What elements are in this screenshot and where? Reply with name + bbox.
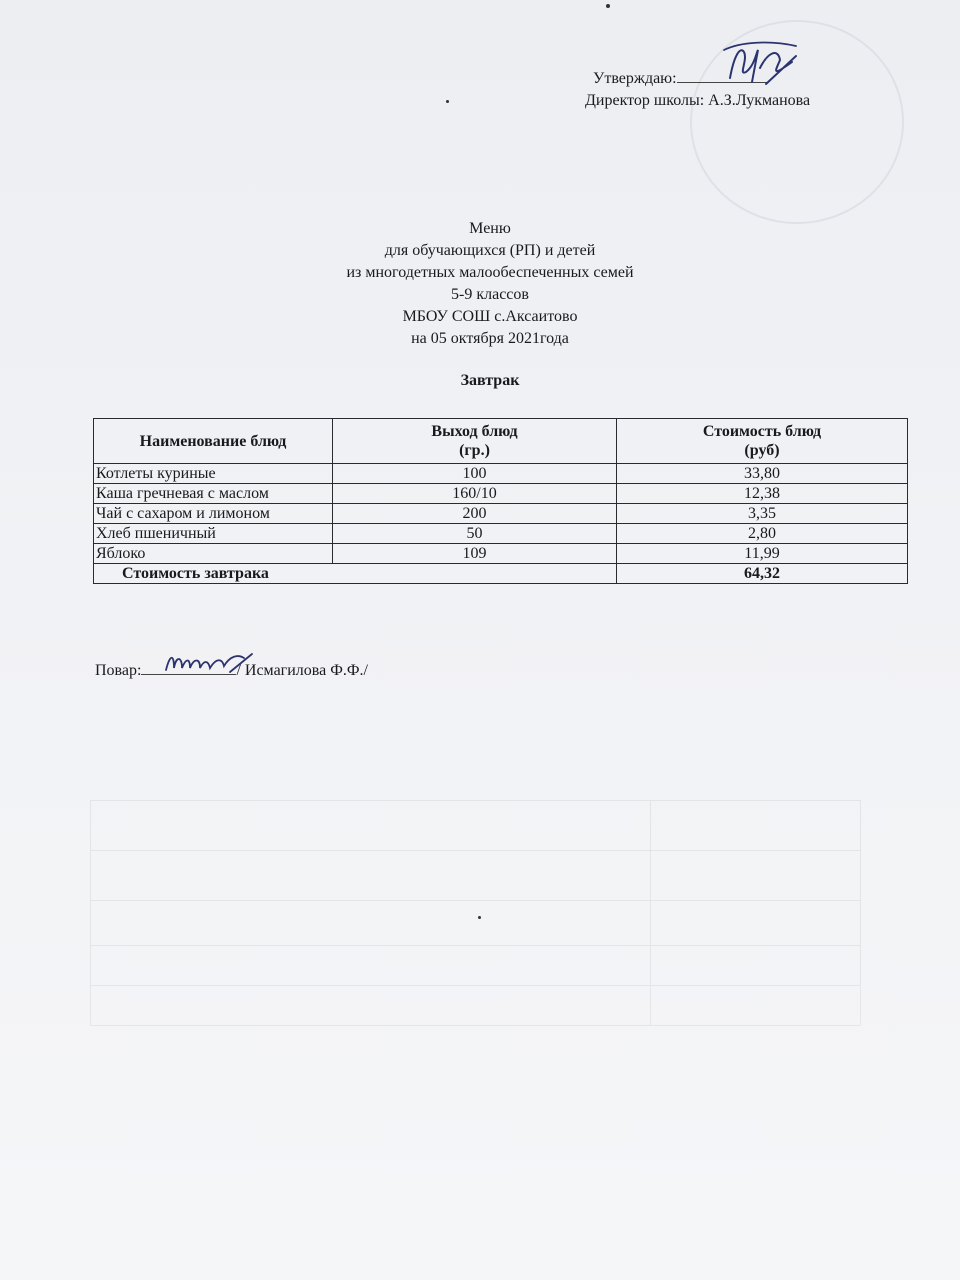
director-signature	[700, 38, 810, 98]
cook-name: / Исмагилова Ф.Ф./	[236, 662, 368, 679]
title-line: Меню	[469, 220, 511, 237]
cook-signature	[160, 648, 260, 678]
table-row	[94, 544, 908, 564]
director-label: Директор школы:	[585, 92, 705, 109]
menu-table	[93, 418, 908, 584]
dish-cost: 2,80	[617, 524, 908, 544]
title-line: МБОУ СОШ с.Аксаитово	[402, 308, 578, 325]
bleed-through-background	[30, 760, 870, 1080]
dish-cost: 33,80	[617, 464, 908, 484]
header-cost: Стоимость блюд (руб)	[617, 419, 908, 464]
title-line: 5-9 классов	[451, 286, 529, 303]
header-yield: Выход блюд (гр.)	[333, 419, 617, 464]
table-row	[94, 504, 908, 524]
dish-yield: 200	[333, 504, 617, 524]
approve-label: Утверждаю:	[593, 70, 677, 87]
dish-yield: 160/10	[333, 484, 617, 504]
header-name: Наименование блюд	[94, 419, 333, 464]
table-row	[94, 484, 908, 504]
table-row	[94, 524, 908, 544]
title-line: на 05 октября 2021года	[411, 330, 569, 347]
menu-title	[250, 218, 730, 350]
speck	[606, 4, 610, 8]
dish-yield: 50	[333, 524, 617, 544]
dish-cost: 11,99	[617, 544, 908, 564]
dish-name: Яблоко	[94, 544, 333, 564]
table-row	[94, 464, 908, 484]
total-row	[94, 564, 908, 584]
dish-yield: 109	[333, 544, 617, 564]
dish-name: Хлеб пшеничный	[94, 524, 333, 544]
table-header-row	[94, 419, 908, 464]
dish-cost: 3,35	[617, 504, 908, 524]
cook-label: Повар:	[95, 662, 142, 679]
speck	[446, 100, 449, 103]
dish-name: Котлеты куриные	[94, 464, 333, 484]
dish-cost: 12,38	[617, 484, 908, 504]
total-value: 64,32	[617, 564, 908, 584]
dish-name: Каша гречневая с маслом	[94, 484, 333, 504]
dish-yield: 100	[333, 464, 617, 484]
title-line: для обучающихся (РП) и детей	[384, 242, 596, 259]
dish-name: Чай с сахаром и лимоном	[94, 504, 333, 524]
director-name: А.З.Лукманова	[708, 92, 811, 109]
total-label: Стоимость завтрака	[94, 564, 617, 584]
speck	[478, 916, 481, 919]
title-line: из многодетных малообеспеченных семей	[346, 264, 634, 281]
meal-heading: Завтрак	[460, 372, 520, 389]
